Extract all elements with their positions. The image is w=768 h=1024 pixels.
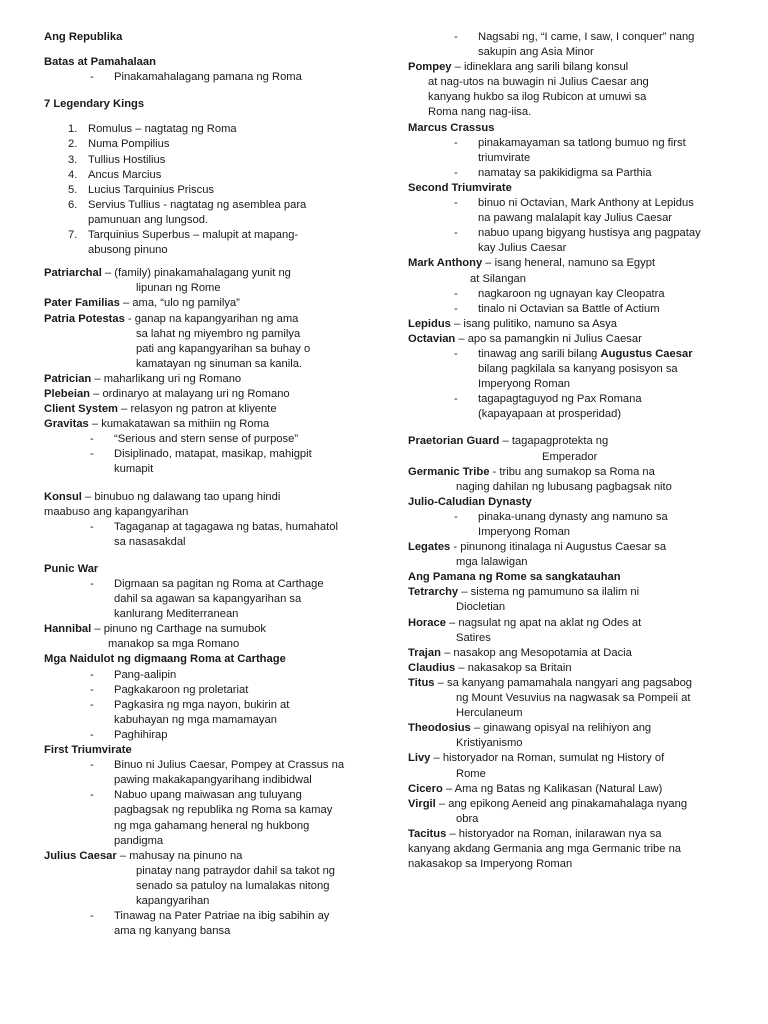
bullet-text: Digmaan sa pagitan ng Roma at Carthage: [114, 578, 324, 590]
bullet-text: namatay sa pakikidigma sa Parthia: [478, 166, 652, 179]
bullet-text: Imperyong Roman: [478, 526, 571, 538]
item-text: Servius Tullius - nagtatag ng asemblea para: [88, 198, 307, 211]
bullet-text: Tinawag na Pater Patriae na ibig sabihin ay: [114, 910, 330, 923]
dash-marker: -: [454, 510, 458, 523]
bullet-item: [44, 834, 374, 849]
definition-text: – mahusay na pinuno na: [116, 849, 243, 862]
definition-text: – Ama ng Batas ng Kalikasan (Natural Law): [442, 782, 663, 795]
bullet-text: sakupin ang Asia Minor: [478, 46, 594, 59]
spacer: [44, 258, 374, 266]
dash-marker: -: [454, 287, 458, 300]
bold-term: Augustus Caesar: [600, 347, 693, 360]
definition-line: [408, 317, 733, 332]
bullet-item: [44, 819, 374, 834]
term: Patrician: [44, 372, 92, 385]
definition-continuation: pati ang kapangyarihan sa buhay o: [136, 342, 311, 355]
section-heading: Batas at Pamahalaan: [44, 56, 156, 69]
term: Mark Anthony: [408, 257, 483, 270]
definition-text: – ginawang opisyal na relihiyon ang: [470, 722, 652, 735]
definition-continuation: manakop sa mga Romano: [108, 638, 240, 651]
bullet-item: [408, 30, 733, 45]
bullet-text: nabuo upang bigyang hustisya ang pagpatay: [478, 227, 701, 240]
item-number: 6.: [68, 198, 78, 211]
definition-line: [408, 751, 733, 766]
definition-text: – ang epikong Aeneid ang pinakamahalaga nyang: [435, 797, 688, 810]
bullet-item: [408, 510, 733, 525]
dash-marker: -: [454, 347, 458, 360]
bullet-text: kumapit: [114, 463, 154, 476]
definition-continuation: pinatay nang patraydor dahil sa takot ng: [136, 864, 336, 877]
term: Pater Familias: [44, 297, 120, 310]
definition-continuation: at Silangan: [470, 272, 526, 285]
bullet-item: [408, 211, 733, 226]
definition-line: [44, 266, 374, 281]
term: Julius Caesar: [44, 849, 117, 862]
definition-line: [44, 490, 374, 505]
term: Trajan: [408, 646, 441, 659]
numbered-item: [44, 183, 374, 198]
definition-line: [408, 827, 733, 842]
bullet-text: na pawang malalapit kay Julius Caesar: [478, 212, 673, 225]
bullet-text: ng mga gahamang heneral ng hukbong: [114, 819, 310, 832]
bullet-text: tagapagtaguyod ng Pax Romana: [478, 393, 642, 406]
definition-line: [44, 312, 374, 327]
bullet-text: Pagkakaroon ng proletariat: [114, 683, 249, 696]
bullet-item: [408, 45, 733, 60]
definition-text: – apo sa pamangkin ni Julius Caesar: [455, 332, 642, 345]
item-number: 1.: [68, 123, 78, 136]
term: Patriarchal: [44, 267, 102, 280]
bullet-text: Imperyong Roman: [478, 378, 571, 391]
paragraph-line: nakasakop sa Imperyong Roman: [408, 858, 573, 871]
definition-line: [44, 622, 374, 637]
term: Tacitus: [408, 827, 447, 840]
definition-continuation: obra: [456, 812, 479, 825]
bullet-text: Pang-aalipin: [114, 668, 177, 681]
definition-line: [408, 721, 733, 736]
bullet-text: Paghihirap: [114, 728, 168, 741]
definition-continuation: naging dahilan ng lubusang pagbagsak nito: [456, 480, 672, 493]
numbered-item: [44, 243, 374, 258]
item-text: Romulus – nagtatag ng Roma: [88, 123, 237, 136]
definition-line: [408, 465, 733, 480]
bullet-item: [44, 788, 374, 803]
bullet-item: [408, 226, 733, 241]
bullet-text: Pinakamahalagang pamana ng Roma: [114, 71, 302, 84]
paragraph-line: maabuso ang kapangyarihan: [44, 505, 189, 518]
definition-text: – historyador na Roman, inilarawan nya sa: [446, 827, 662, 840]
definition-continuation: Diocletian: [456, 601, 506, 614]
item-text: Tullius Hostilius: [88, 153, 166, 166]
definition-line: [44, 849, 374, 864]
term: Horace: [408, 616, 446, 629]
bullet-text: pinakamayaman sa tatlong bumuo ng first: [478, 136, 686, 149]
dash-marker: -: [90, 520, 94, 533]
term: Patria Potestas: [44, 312, 125, 325]
numbered-item: [44, 168, 374, 183]
dash-marker: -: [90, 759, 94, 772]
dash-marker: -: [454, 31, 458, 43]
spacer: [44, 45, 374, 55]
definition-text: – isang heneral, namuno sa Egypt: [482, 257, 656, 270]
item-text: Numa Pompilius: [88, 138, 170, 151]
bullet-item: [44, 698, 374, 713]
dash-marker: -: [90, 683, 94, 696]
section-heading: Marcus Crassus: [408, 121, 495, 134]
definition-text: - pinunong itinalaga ni Augustus Caesar sa: [450, 541, 667, 554]
dash-marker: -: [90, 71, 94, 84]
bullet-item: [408, 407, 733, 422]
bullet-text: pagbagsak ng republika ng Roma sa kamay: [114, 804, 333, 817]
definition-continuation: mga lalawigan: [456, 556, 528, 569]
definition-line: [408, 661, 733, 676]
definition-text: – tagapagprotekta ng: [499, 435, 609, 448]
bullet-item: [44, 668, 374, 683]
bullet-item: [408, 151, 733, 166]
definition-continuation: Roma nang nag-iisa.: [428, 106, 532, 119]
bullet-item: [408, 302, 733, 317]
bullet-text: nagkaroon ng ugnayan kay Cleopatra: [478, 287, 665, 300]
definition-continuation: Emperador: [542, 450, 598, 463]
term: Cicero: [408, 782, 443, 795]
section-heading: Ang Pamana ng Rome sa sangkatauhan: [408, 571, 621, 584]
definition-continuation: sa lahat ng miyembro ng pamilya: [136, 327, 301, 340]
definition-text: – kumakatawan sa mithiin ng Roma: [88, 418, 270, 431]
bullet-item: [44, 607, 374, 622]
bullet-text: ama ng kanyang bansa: [114, 925, 231, 938]
section-heading: Second Triumvirate: [408, 181, 512, 194]
bullet-text: kay Julius Caesar: [478, 242, 567, 255]
bullet-item: [44, 432, 374, 447]
definition-continuation: Kristiyanismo: [456, 737, 523, 750]
section-heading: Punic War: [44, 562, 99, 575]
bullet-item: [408, 287, 733, 302]
bullet-item: [408, 241, 733, 256]
bullet-item: [44, 803, 374, 818]
definition-text: – maharlikang uri ng Romano: [91, 372, 242, 385]
bullet-item: [408, 362, 733, 377]
definition-continuation: Herculaneum: [456, 707, 523, 720]
definition-line: [408, 616, 733, 631]
bullet-text: binuo ni Octavian, Mark Anthony at Lepidus: [478, 197, 694, 210]
term: Octavian: [408, 332, 456, 345]
definition-text: – binubuo ng dalawang tao upang hindi: [81, 490, 281, 503]
bullet-text: triumvirate: [478, 151, 531, 164]
dash-marker: -: [90, 789, 94, 802]
item-text: Ancus Marcius: [88, 168, 162, 181]
spacer: [44, 550, 374, 562]
bullet-text: kanlurang Mediterranean: [114, 608, 239, 621]
bullet-item: [408, 377, 733, 392]
definition-text: – ordinaryo at malayang uri ng Romano: [90, 387, 290, 400]
definition-continuation: at nag-utos na buwagin ni Julius Caesar ang: [428, 76, 649, 89]
dash-marker: -: [90, 578, 94, 590]
paragraph-line: kanyang akdang Germania ang mga Germanic tribe na: [408, 842, 682, 855]
definition-continuation: Satires: [456, 631, 491, 644]
item-text: Tarquinius Superbus – malupit at mapang-: [88, 229, 299, 242]
bullet-item: [44, 577, 374, 592]
definition-text: – relasyon ng patron at kliyente: [118, 403, 277, 416]
bullet-text: Pagkasira ng mga nayon, bukirin at: [114, 698, 290, 711]
definition-line: [44, 402, 374, 417]
term: Theodosius: [408, 722, 471, 735]
bullet-text: bilang pagkilala sa kanyang posisyon sa: [478, 363, 678, 376]
definition-continuation: ng Mount Vesuvius na nagwasak sa Pompeii at: [456, 692, 691, 705]
bullet-item: [44, 462, 374, 477]
item-number: 5.: [68, 183, 78, 196]
bullet-text: Nabuo upang maiwasan ang tuluyang: [114, 789, 302, 802]
definition-text: – sa kanyang pamamahala nangyari ang pagsabog: [434, 676, 693, 689]
dash-marker: -: [454, 166, 458, 179]
definition-text: – nasakop ang Mesopotamia at Dacia: [440, 646, 632, 659]
spacer: [44, 478, 374, 490]
definition-text: – historyador na Roman, sumulat ng History of: [430, 752, 665, 765]
bullet-item: [44, 758, 374, 773]
definition-text: - ganap na kapangyarihan ng ama: [124, 312, 299, 325]
term: Gravitas: [44, 418, 89, 431]
definition-text: – nakasakop sa Britain: [455, 661, 572, 674]
bullet-item: [408, 166, 733, 181]
dash-marker: -: [90, 448, 94, 461]
bullet-item: [408, 525, 733, 540]
definition-continuation: lipunan ng Rome: [136, 282, 221, 295]
item-number: 4.: [68, 168, 78, 181]
numbered-item: [44, 153, 374, 168]
bullet-item: [44, 535, 374, 550]
definition-line: [44, 296, 374, 311]
spacer: [44, 85, 374, 97]
definition-line: [408, 782, 733, 797]
bullet-item: [44, 713, 374, 728]
section-heading: Julio-Caludian Dynasty: [408, 495, 532, 508]
bullet-text: pawing makakapangyarihang indibidwal: [114, 774, 312, 787]
bullet-item: [44, 683, 374, 698]
bullet-item: [44, 773, 374, 788]
numbered-item: [44, 122, 374, 137]
numbered-item: [44, 198, 374, 213]
definition-text: – nagsulat ng apat na aklat ng Odes at: [445, 616, 642, 629]
item-number: 3.: [68, 153, 78, 166]
item-number: 2.: [68, 138, 78, 151]
term: Germanic Tribe: [408, 465, 490, 478]
definition-text: – idineklara ang sarili bilang konsul: [451, 61, 629, 74]
numbered-item: [44, 137, 374, 152]
definition-line: [408, 434, 733, 449]
term: Konsul: [44, 490, 82, 503]
bullet-item: [408, 136, 733, 151]
bullet-item: [44, 520, 374, 535]
numbered-item: [44, 228, 374, 243]
bullet-item: [44, 728, 374, 743]
item-text: pamunuan ang lungsod.: [88, 213, 209, 226]
definition-continuation: Rome: [456, 767, 486, 780]
numbered-item: [44, 213, 374, 228]
term: Virgil: [408, 797, 436, 810]
dash-marker: -: [90, 668, 94, 681]
bullet-text: tinalo ni Octavian sa Battle of Actium: [478, 302, 660, 315]
dash-marker: -: [454, 227, 458, 240]
section-heading: First Triumvirate: [44, 744, 132, 757]
left-column: [44, 30, 374, 939]
bullet-text: Binuo ni Julius Caesar, Pompey at Crassus na: [114, 759, 345, 772]
definition-line: [408, 540, 733, 555]
dash-marker: -: [90, 698, 94, 711]
bullet-text: Tagaganap at tagagawa ng batas, humahatol: [114, 520, 338, 533]
bullet-item: [44, 70, 374, 85]
definition-line: [44, 387, 374, 402]
definition-text: – isang pulitiko, namuno sa Asya: [450, 317, 617, 330]
definition-line: [408, 646, 733, 661]
term: Tetrarchy: [408, 586, 459, 599]
bullet-item: [44, 592, 374, 607]
item-number: 7.: [68, 229, 78, 242]
definition-text: - tribu ang sumakop sa Roma na: [489, 465, 655, 478]
bullet-text: pandigma: [114, 834, 164, 847]
dash-marker: -: [90, 728, 94, 741]
bullet-text: (kapayapaan at prosperidad): [478, 408, 622, 421]
definition-line: [44, 372, 374, 387]
section-heading: 7 Legendary Kings: [44, 98, 145, 111]
dash-marker: -: [454, 302, 458, 315]
right-column: [408, 30, 733, 872]
bullet-item: [408, 196, 733, 211]
dash-marker: -: [90, 433, 94, 446]
definition-line: [408, 332, 733, 347]
bullet-item: [44, 909, 374, 924]
definition-line: [408, 60, 733, 75]
definition-line: [408, 797, 733, 812]
term: Hannibal: [44, 623, 92, 636]
bullet-text: dahil sa agawan sa kapangyarihan sa: [114, 593, 302, 606]
bullet-text-part: tinawag ang sarili bilang: [478, 347, 601, 360]
definition-continuation: kapangyarihan: [136, 894, 210, 907]
definition-line: [408, 256, 733, 271]
definition-line: [408, 676, 733, 691]
bullet-text: Disiplinado, matapat, masikap, mahigpit: [114, 448, 312, 461]
term: Lepidus: [408, 317, 451, 330]
dash-marker: -: [90, 910, 94, 923]
item-text: Lucius Tarquinius Priscus: [88, 183, 215, 196]
definition-text: – pinuno ng Carthage na sumubok: [91, 623, 267, 636]
bullet-text: “Serious and stern sense of purpose”: [114, 433, 299, 446]
term: Client System: [44, 403, 118, 416]
section-heading: Ang Republika: [44, 31, 123, 43]
dash-marker: -: [454, 197, 458, 210]
bullet-text: kabuhayan ng mga mamamayan: [114, 713, 277, 726]
definition-line: [44, 417, 374, 432]
term: Praetorian Guard: [408, 435, 500, 448]
dash-marker: -: [454, 393, 458, 406]
definition-continuation: senado sa patuloy na lumalakas nitong: [136, 879, 330, 892]
dash-marker: -: [454, 136, 458, 149]
term: Claudius: [408, 661, 456, 674]
bullet-item: [44, 924, 374, 939]
term: Titus: [408, 676, 435, 689]
term: Legates: [408, 541, 451, 554]
bullet-item: [408, 347, 733, 362]
spacer: [44, 112, 374, 122]
definition-text: – sistema ng pamumuno sa ilalim ni: [458, 586, 640, 599]
bullet-text: Nagsabi ng, “I came, I saw, I conquer” nang: [478, 31, 695, 43]
bullet-text: sa nasasakdal: [114, 535, 186, 548]
bullet-text: pinaka-unang dynasty ang namuno sa: [478, 510, 668, 523]
term: Pompey: [408, 61, 452, 74]
definition-text: – ama, “ulo ng pamilya”: [119, 297, 240, 310]
term: Plebeian: [44, 387, 91, 400]
term: Livy: [408, 752, 431, 765]
definition-text: – (family) pinakamahalagang yunit ng: [101, 267, 291, 280]
bullet-item: [44, 447, 374, 462]
item-text: abusong pinuno: [88, 244, 168, 257]
bullet-item: [408, 392, 733, 407]
spacer: [408, 422, 733, 434]
definition-continuation: kanyang hukbo sa ilog Rubicon at umuwi sa: [428, 91, 647, 104]
definition-line: [408, 585, 733, 600]
section-heading: Mga Naidulot ng digmaang Roma at Carthage: [44, 653, 286, 666]
definition-continuation: kamatayan ng sinuman sa kanila.: [136, 357, 303, 370]
